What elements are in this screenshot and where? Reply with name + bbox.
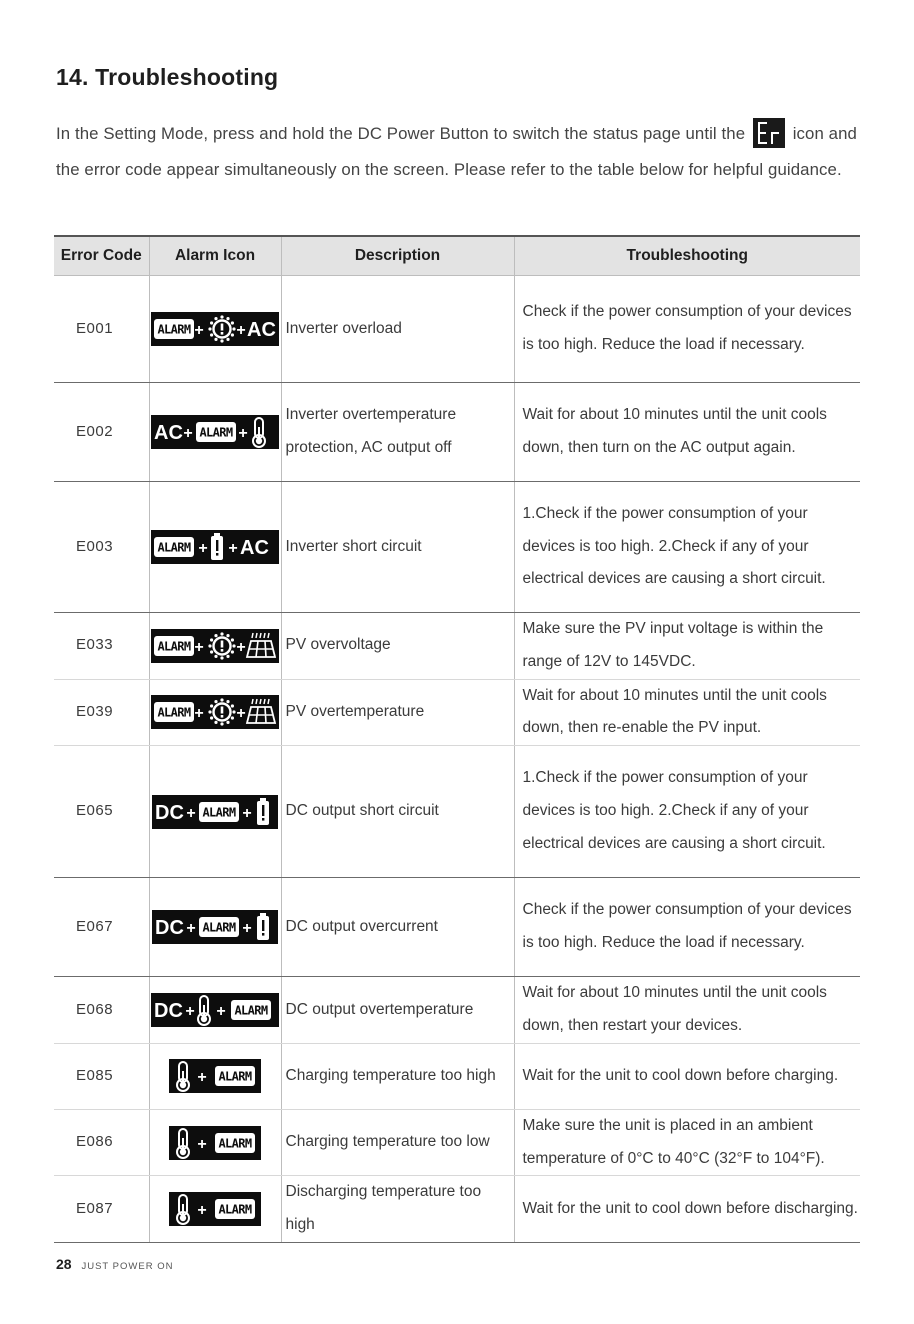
error-code: E065 [54, 746, 149, 878]
header-error-code: Error Code [54, 236, 149, 276]
ac-plus-alarm-plus-thermometer-icon [151, 415, 279, 449]
svg-text:+: + [186, 920, 196, 938]
thermometer [198, 996, 210, 1025]
description: Charging temperature too low [281, 1109, 514, 1176]
overload-gear [208, 699, 235, 726]
description: PV overtemperature [281, 679, 514, 746]
thermometer-plus-alarm-icon [169, 1192, 261, 1226]
svg-text:AC: AC [240, 537, 269, 559]
alarm-icon-cell [149, 1176, 281, 1243]
troubleshooting: Make sure the unit is placed in an ambient temperature of 0°C to 40°C (32°F to 104°F). [514, 1109, 860, 1176]
troubleshooting: Wait for about 10 minutes until the unit cools down, then re-enable the PV input. [514, 679, 860, 746]
svg-text:+: + [197, 1202, 207, 1220]
svg-text:+: + [194, 638, 204, 656]
battery-warning [257, 913, 269, 940]
thermometer [177, 1062, 189, 1091]
svg-text:+: + [197, 1135, 207, 1153]
description: DC output short circuit [281, 746, 514, 878]
svg-text:+: + [238, 425, 248, 442]
overload-gear [208, 315, 235, 342]
svg-text:ALARM: ALARM [218, 1202, 252, 1217]
error-code: E003 [54, 482, 149, 613]
table-row [54, 1043, 860, 1109]
troubleshooting: Wait for the unit to cool down before discharging. [514, 1176, 860, 1243]
alarm-icon-cell [149, 679, 281, 746]
page-footer [56, 1256, 173, 1272]
svg-text:+: + [197, 1069, 207, 1087]
pv-panel [247, 699, 275, 723]
svg-text:ALARM: ALARM [157, 705, 191, 720]
table-row [54, 276, 860, 383]
alarm-icon-cell [149, 1043, 281, 1109]
header-alarm-icon: Alarm Icon [149, 236, 281, 276]
dc-plus-alarm-plus-battery-warning-icon [152, 795, 278, 829]
svg-text:DC: DC [154, 999, 183, 1022]
table-row [54, 679, 860, 746]
svg-text:+: + [242, 804, 252, 822]
thermometer [177, 1195, 189, 1224]
description: Inverter short circuit [281, 482, 514, 613]
svg-text:+: + [198, 540, 208, 557]
alarm-badge [196, 422, 236, 442]
table-header-row [54, 236, 860, 276]
alarm-icon-cell [149, 383, 281, 482]
alarm-badge [231, 1000, 271, 1020]
alarm-badge [154, 319, 194, 339]
svg-text:+: + [194, 322, 204, 339]
alarm-badge [215, 1199, 255, 1219]
svg-text:ALARM: ALARM [157, 540, 191, 555]
svg-text:AC: AC [247, 319, 276, 341]
alarm-plus-overload-plus-pv-icon [151, 629, 279, 663]
alarm-badge [154, 702, 194, 722]
svg-text:+: + [186, 804, 196, 822]
table-row [54, 383, 860, 482]
description: PV overvoltage [281, 613, 514, 680]
battery-warning [257, 798, 269, 825]
table-row [54, 746, 860, 878]
svg-text:ALARM: ALARM [199, 425, 233, 440]
troubleshooting: Make sure the PV input voltage is within the range of 12V to 145VDC. [514, 613, 860, 680]
error-code: E039 [54, 679, 149, 746]
table-row [54, 613, 860, 680]
intro-paragraph [56, 116, 866, 187]
svg-text:ALARM: ALARM [157, 322, 191, 337]
description: DC output overcurrent [281, 878, 514, 977]
svg-text:ALARM: ALARM [218, 1136, 252, 1151]
overload-gear [208, 632, 235, 659]
alarm-plus-overload-plus-pv-icon [151, 695, 279, 729]
alarm-icon-cell [149, 1109, 281, 1176]
alarm-icon-cell [149, 977, 281, 1044]
alarm-badge [199, 802, 239, 822]
intro-text-after: icon and the error code appear simultaneously on the screen. Please refer to the table below for helpful guidance. [56, 124, 857, 179]
troubleshooting: Wait for the unit to cool down before charging. [514, 1043, 860, 1109]
table-row [54, 1109, 860, 1176]
alarm-badge [215, 1066, 255, 1086]
svg-text:+: + [236, 705, 246, 723]
thermometer-plus-alarm-icon [169, 1126, 261, 1160]
table-row [54, 1176, 860, 1243]
error-code: E068 [54, 977, 149, 1044]
troubleshooting: Wait for about 10 minutes until the unit cools down, then restart your devices. [514, 977, 860, 1044]
table-row [54, 977, 860, 1044]
intro-text-before: In the Setting Mode, press and hold the DC Power Button to switch the status page until the [56, 124, 746, 143]
thermometer [253, 418, 265, 447]
table-row [54, 482, 860, 613]
svg-text:ALARM: ALARM [218, 1069, 252, 1084]
svg-text:DC: DC [155, 917, 184, 940]
svg-text:+: + [185, 1002, 195, 1020]
alarm-plus-battery-warning-plus-ac-icon [151, 530, 279, 564]
error-code: E086 [54, 1109, 149, 1176]
thermometer [177, 1129, 189, 1158]
error-code: E087 [54, 1176, 149, 1243]
header-description: Description [281, 236, 514, 276]
svg-text:+: + [242, 920, 252, 938]
alarm-plus-overload-plus-ac-icon [151, 312, 279, 346]
troubleshooting: Check if the power consumption of your devices is too high. Reduce the load if necessary. [514, 276, 860, 383]
description: Discharging temperature too high [281, 1176, 514, 1243]
svg-text:+: + [236, 322, 246, 339]
svg-text:ALARM: ALARM [234, 1003, 268, 1018]
alarm-icon-cell [149, 613, 281, 680]
error-code: E085 [54, 1043, 149, 1109]
svg-text:ALARM: ALARM [157, 639, 191, 654]
svg-text:+: + [228, 540, 238, 557]
error-code: E001 [54, 276, 149, 383]
alarm-badge [215, 1133, 255, 1153]
svg-text:AC: AC [154, 422, 183, 444]
dc-plus-alarm-plus-battery-warning-icon [152, 910, 278, 944]
svg-text:+: + [216, 1002, 226, 1020]
troubleshooting-table [54, 235, 860, 1243]
thermometer-plus-alarm-icon [169, 1059, 261, 1093]
error-code: E033 [54, 613, 149, 680]
svg-text:+: + [183, 425, 193, 442]
alarm-icon-cell [149, 746, 281, 878]
er-icon-text: Er [768, 147, 771, 148]
svg-text:ALARM: ALARM [202, 920, 236, 935]
table-row [54, 878, 860, 977]
alarm-icon-cell [149, 276, 281, 383]
battery-warning [211, 533, 223, 560]
alarm-badge [154, 537, 194, 557]
dc-plus-thermometer-plus-alarm-icon [151, 993, 279, 1027]
er-display-icon [753, 118, 785, 148]
svg-text:+: + [194, 705, 204, 723]
page-title: 14. Troubleshooting [56, 64, 279, 90]
footer-brand: JUST POWER ON [81, 1261, 174, 1272]
error-code: E002 [54, 383, 149, 482]
page-number: 28 [56, 1256, 72, 1272]
alarm-badge [199, 917, 239, 937]
svg-text:DC: DC [155, 801, 184, 824]
troubleshooting: Wait for about 10 minutes until the unit cools down, then turn on the AC output again. [514, 383, 860, 482]
error-code: E067 [54, 878, 149, 977]
description: Inverter overload [281, 276, 514, 383]
svg-text:ALARM: ALARM [202, 805, 236, 820]
troubleshooting: 1.Check if the power consumption of your devices is too high. 2.Check if any of your electrical devices are causing a short circuit. [514, 746, 860, 878]
troubleshooting: Check if the power consumption of your devices is too high. Reduce the load if necessary. [514, 878, 860, 977]
svg-text:+: + [236, 638, 246, 656]
pv-panel [247, 633, 275, 657]
header-troubleshooting: Troubleshooting [514, 236, 860, 276]
alarm-badge [154, 636, 194, 656]
alarm-icon-cell [149, 482, 281, 613]
alarm-icon-cell [149, 878, 281, 977]
description: DC output overtemperature [281, 977, 514, 1044]
description: Charging temperature too high [281, 1043, 514, 1109]
description: Inverter overtemperature protection, AC output off [281, 383, 514, 482]
troubleshooting: 1.Check if the power consumption of your devices is too high. 2.Check if any of your electrical devices are causing a short circuit. [514, 482, 860, 613]
